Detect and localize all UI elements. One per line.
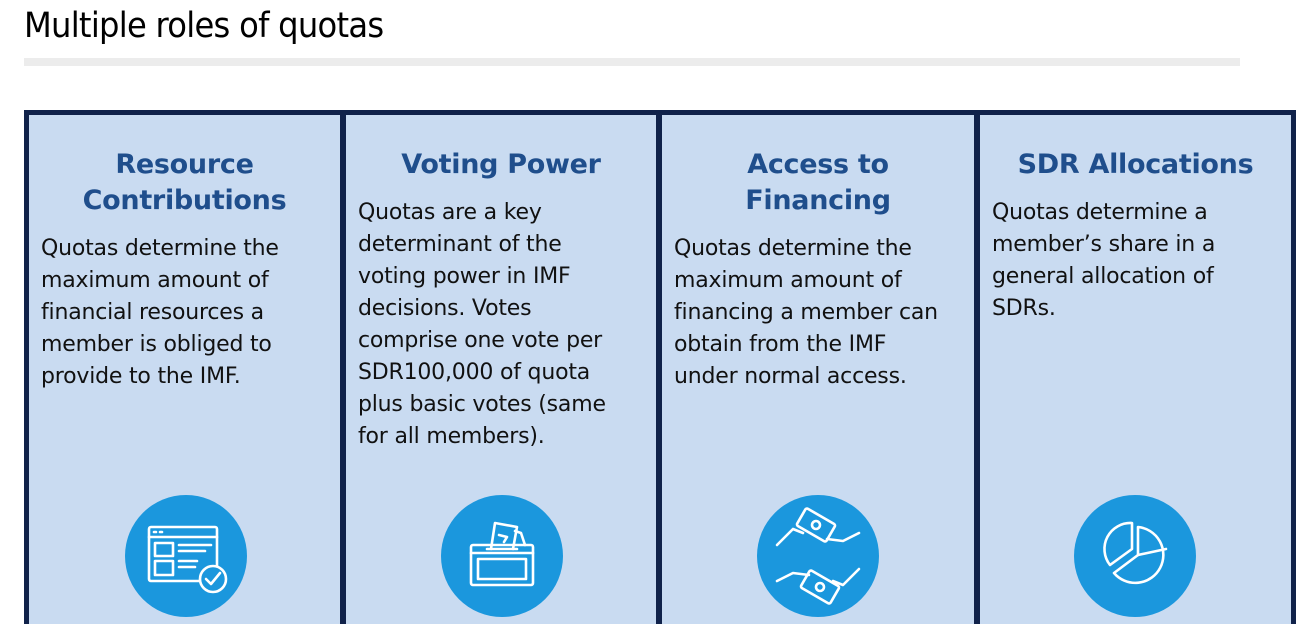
card-sdr-allocations	[980, 115, 1291, 624]
quota-roles-panel	[24, 110, 1296, 624]
card-access-to-financing	[662, 115, 974, 624]
pie-chart-icon	[1074, 495, 1196, 617]
card-description: Quotas determine the maximum amount of financial resources a member is obliged to provide to the IMF.	[41, 236, 279, 389]
card-voting-power	[346, 115, 656, 624]
card-description: Quotas determine a member’s share in a general allocation of SDRs.	[992, 200, 1216, 321]
card-title: Access to Financing	[745, 149, 891, 216]
hands-exchanging-money-icon	[757, 495, 879, 617]
ballot-box-icon	[441, 495, 563, 617]
card-description: Quotas are a key determinant of the voting power in IMF decisions. Votes comprise one vote per SDR100,000 of quota plus basic votes (same for all members).	[358, 200, 606, 449]
card-title: SDR Allocations	[1017, 149, 1254, 180]
title-divider	[24, 58, 1240, 66]
card-resource-contributions	[29, 115, 340, 624]
card-title: Voting Power	[401, 149, 601, 180]
card-description: Quotas determine the maximum amount of financing a member can obtain from the IMF under normal access.	[674, 236, 938, 389]
form-checkmark-icon	[125, 495, 247, 617]
card-title: Resource Contributions	[82, 149, 287, 216]
page-title: Multiple roles of quotas	[24, 6, 384, 46]
